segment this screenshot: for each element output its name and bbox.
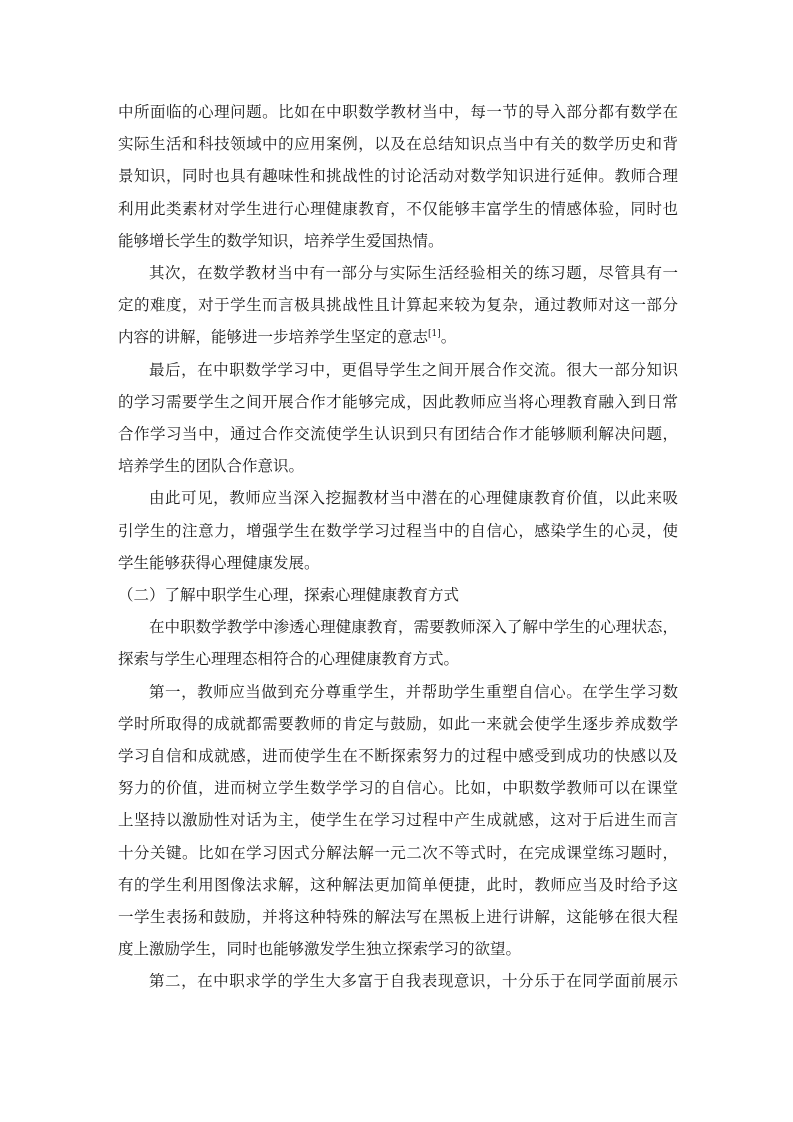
text-line: 一学生表扬和鼓励，并将这种特殊的解法写在黑板上进行讲解，这能够在很大程 bbox=[118, 908, 678, 927]
text-line: 实际生活和科技领域中的应用案例，以及在总结知识点当中有关的数学历史和背 bbox=[118, 135, 678, 154]
text-segment: 。 bbox=[440, 328, 457, 347]
text-segment: 内容的讲解，能够进一步培养学生坚定的意志 bbox=[118, 328, 429, 347]
text-line: 定的难度，对于学生而言极具挑战性且计算起来较为复杂，通过教师对这一部分 bbox=[118, 296, 678, 315]
paragraph-1 bbox=[118, 96, 678, 257]
section-heading bbox=[118, 579, 678, 611]
document-body bbox=[118, 96, 678, 998]
paragraph-7 bbox=[118, 965, 678, 997]
text-line: 由此可见，教师应当深入挖掘教材当中潜在的心理健康教育价值，以此来吸 bbox=[149, 489, 678, 508]
text-line: 的学习需要学生之间开展合作才能够完成，因此教师应当将心理教育融入到日常 bbox=[118, 392, 678, 411]
text-line: 引学生的注意力，增强学生在数学学习过程当中的自信心，感染学生的心灵，使 bbox=[118, 521, 678, 540]
heading-text: （二）了解中职学生心理，探索心理健康教育方式 bbox=[118, 586, 460, 605]
text-line: 合作学习当中，通过合作交流使学生认识到只有团结合作才能够顺利解决问题， bbox=[118, 425, 678, 444]
text-line: 十分关键。比如在学习因式分解法解一元二次不等式时，在完成课堂练习题时， bbox=[118, 843, 678, 862]
text-line: 学生能够获得心理健康发展。 bbox=[118, 553, 320, 572]
paragraph-2 bbox=[118, 257, 678, 354]
text-line: 探索与学生心理理态相符合的心理健康教育方式。 bbox=[118, 650, 460, 669]
paragraph-6 bbox=[118, 676, 678, 966]
text-line: 在中职数学教学中渗透心理健康教育，需要教师深入了解中学生的心理状态， bbox=[149, 618, 678, 637]
text-line: 第二，在中职求学的学生大多富于自我表现意识，十分乐于在同学面前展示 bbox=[149, 972, 678, 991]
paragraph-3 bbox=[118, 354, 678, 483]
text-line: 度上激励学生，同时也能够激发学生独立探索学习的欲望。 bbox=[118, 940, 522, 959]
text-line: 上坚持以激励性对话为主，使学生在学习过程中产生成就感，这对于后进生而言 bbox=[118, 811, 678, 830]
text-line: 学习自信和成就感，进而使学生在不断探索努力的过程中感受到成功的快感以及 bbox=[118, 747, 678, 766]
text-line-with-citation bbox=[118, 321, 678, 353]
text-line: 培养学生的团队合作意识。 bbox=[118, 457, 305, 476]
paragraph-5 bbox=[118, 611, 678, 675]
text-line: 利用此类素材对学生进行心理健康教育，不仅能够丰富学生的情感体验，同时也 bbox=[118, 199, 678, 218]
paragraph-4 bbox=[118, 482, 678, 579]
text-line: 最后，在中职数学学习中，更倡导学生之间开展合作交流。很大一部分知识 bbox=[149, 360, 678, 379]
text-line: 努力的价值，进而树立学生数学学习的自信心。比如，中职数学教师可以在课堂 bbox=[118, 779, 678, 798]
text-line: 第一，教师应当做到充分尊重学生，并帮助学生重塑自信心。在学生学习数 bbox=[149, 682, 678, 701]
text-line: 景知识，同时也具有趣味性和挑战性的讨论活动对数学知识进行延伸。教师合理 bbox=[118, 167, 678, 186]
text-line: 学时所取得的成就都需要教师的肯定与鼓励，如此一来就会使学生逐步养成数学 bbox=[118, 714, 678, 733]
text-line: 其次，在数学教材当中有一部分与实际生活经验相关的练习题，尽管具有一 bbox=[149, 264, 678, 283]
text-line: 能够增长学生的数学知识，培养学生爱国热情。 bbox=[118, 231, 444, 250]
citation-marker[interactable]: [1] bbox=[428, 329, 441, 340]
text-line: 中所面临的心理问题。比如在中职数学教材当中，每一节的导入部分都有数学在 bbox=[118, 103, 678, 121]
text-line: 有的学生利用图像法求解，这种解法更加简单便捷，此时，教师应当及时给予这 bbox=[118, 875, 678, 894]
